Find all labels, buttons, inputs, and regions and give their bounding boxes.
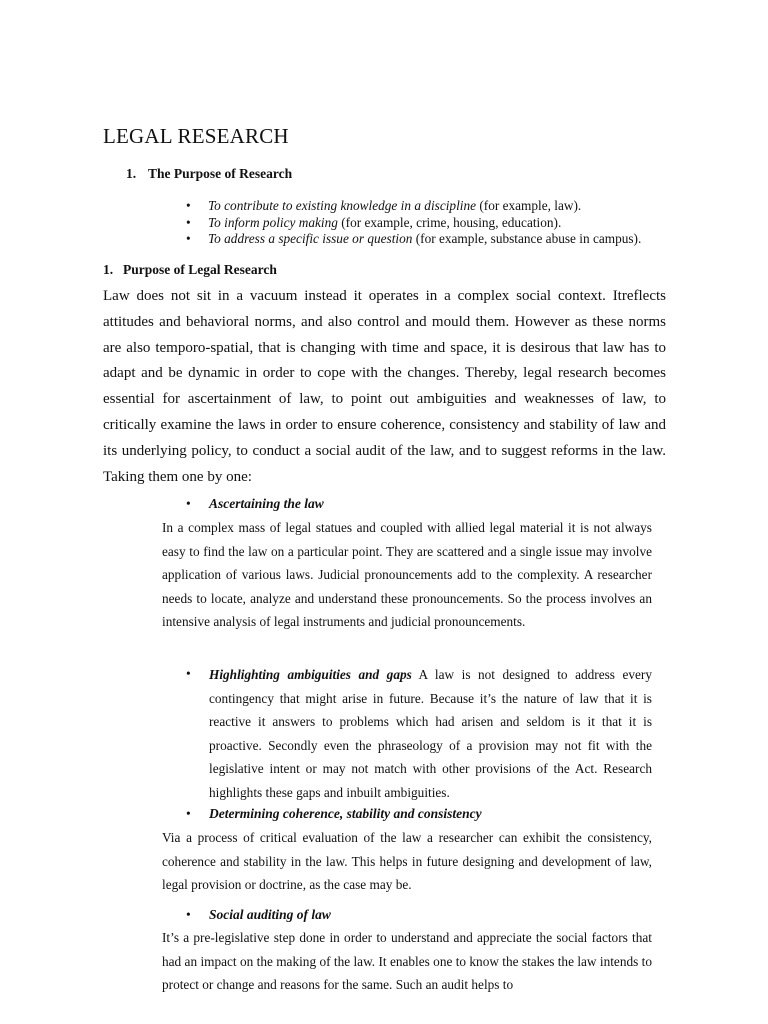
bullet-text: (for example, law). [476,198,582,213]
item-text-coherence: Via a process of critical evaluation of the law a researcher can exhibit the consistency, coherence and stability in the law. This helps in future designing and development of law, legal provision or doctrine, as the case may be. [162,830,652,892]
bullet-dot: • [186,496,191,511]
section-heading-purpose-of-legal-research [103,262,277,278]
section-number: 1. [126,166,137,181]
section-heading-text: Purpose of Legal Research [123,262,277,277]
bullet-italic-text: To contribute to existing knowledge in a discipline [208,198,477,213]
purpose-bullet-list [186,198,666,248]
item-text-ascertaining: In a complex mass of legal statues and coupled with allied legal material it is not always easy to find the law on a particular point. They are scattered and a single issue may involve application of various laws. Judicial pronouncements add to the complexity. A researcher needs to locate, analyze and understand these pronouncements. So the process involves an intensive analysis of legal instruments and judicial pronouncements. [162,520,652,629]
bullet-text: (for example, substance abuse in campus). [412,231,642,246]
bullet-dot: • [186,806,191,821]
section-heading-text: The Purpose of Research [148,166,293,181]
item-heading-ambiguities: Highlighting ambiguities and gaps [209,667,412,682]
item-text-ambiguities [209,663,652,804]
section-number: 1. [103,262,114,277]
page-title: LEGAL RESEARCH [103,124,289,148]
intro-paragraph: Law does not sit in a vacuum instead it operates in a complex social context. Itreflects attitudes and behavioral norms, and also control and mould them. However as these norms are also temporo-spatial, that is changing with time and space, it is desirous that law has to adapt and be dynamic in order to cope with the changes. Thereby, legal research becomes essential for ascertainment of law, to point out ambiguities and weaknesses of law, to critically examine the laws in order to ensure coherence, consistency and stability of law and its underlying policy, to conduct a social audit of the law, and to suggest reforms in the law. Taking them one by one: [103,288,666,485]
bullet-italic-text: To address a specific issue or question [208,231,413,246]
item-body-ambiguities: A law is not designed to address every contingency that might arise in future. Because it’s the nature of law that it is reactive it answers to problems which had arisen and seldom is it that it is proactive. Secondly even the phraseology of a provision may not fit with the legislative intent or may not match with other provisions of the Act. Research highlights these gaps and inbuilt ambiguities. [209,667,652,800]
bullet-text: (for example, crime, housing, education). [337,214,562,230]
list-item [186,198,666,215]
item-text-auditing: It’s a pre-legislative step done in order to understand and appreciate the social factors that had an impact on the making of the law. It enables one to know the stakes the law intends to protect or change and reasons for the same. Such an audit helps to [162,930,652,992]
bullet-dot: • [186,666,191,681]
list-item [186,231,666,248]
item-heading-coherence: Determining coherence, stability and consistency [209,806,482,821]
item-heading-auditing: Social auditing of law [209,907,331,922]
item-heading-ascertaining: Ascertaining the law [209,496,324,511]
section-heading-purpose-of-research [126,166,292,182]
bullet-dot: • [186,907,191,922]
list-item [186,215,666,232]
bullet-italic-text: To inform policy making [208,214,338,230]
